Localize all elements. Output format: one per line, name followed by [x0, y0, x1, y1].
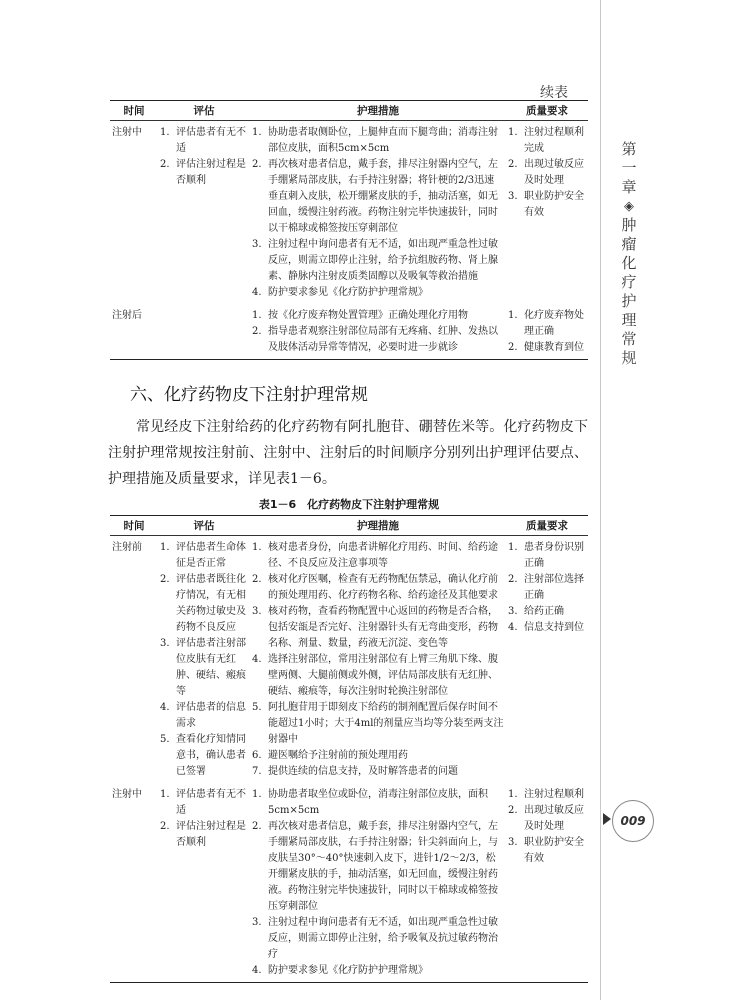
column-header-assessment: 评估: [158, 516, 250, 536]
measures-item: 4. 防护要求参见《化疗防护护理常规》: [252, 965, 428, 976]
column-header-time: 时间: [110, 101, 158, 121]
row-measures: [250, 304, 506, 360]
measures-item: 2. 核对化疗医嘱，检查有无药物配伍禁忌，确认化疗前的预处理用药、化疗药物名称、给药途径及其他要求: [252, 574, 498, 601]
nursing-table-1-6: [110, 515, 588, 983]
continued-label: 续表: [540, 85, 568, 101]
chapter-title-char: 规: [621, 349, 637, 367]
measures-item: 2. 指导患者观察注射部位局部有无疼痛、红肿、发热以及肢体活动异常等情况，必要时进一步就诊: [252, 326, 498, 353]
measures-item: 1. 按《化疗废弃物处置管理》正确处理化疗用物: [252, 310, 468, 321]
measures-item: 2. 再次核对患者信息，戴手套，排尽注射器内空气，左手绷紧局部皮肤，右手持注射器；针尖斜面向上，与皮肤呈30°～40°快速刺入皮下，进针1/2～2/3，松开绷紧皮肤的手，抽动活塞，如无回血，缓慢注射药液。药物注射完毕快速拔针，同时以干棉球或棉签按压穿刺部位: [252, 821, 498, 912]
measures-item: 1. 协助患者取坐位或卧位，消毒注射部位皮肤，面积5cm×5cm: [252, 789, 488, 816]
nursing-table-continued: [110, 100, 588, 360]
assessment-item: 1. 评估患者生命体征是否正常: [160, 542, 246, 569]
column-header-measures: 护理措施: [250, 101, 506, 121]
row-assessment: [158, 121, 250, 305]
intro-paragraph: 常见经皮下注射给药的化疗药物有阿扎胞苷、硼替佐米等。化疗药物皮下注射护理常规按注射前、注射中、注射后的时间顺序分别列出护理评估要点、护理措施及质量要求，详见表1－6。: [108, 419, 588, 487]
quality-item: 3. 职业防护安全有效: [508, 191, 584, 218]
column-header-quality: 质量要求: [506, 101, 588, 121]
table-row: [110, 783, 588, 983]
row-assessment: [158, 783, 250, 983]
row-quality: [506, 536, 588, 784]
assessment-item: 5. 查看化疗知情同意书，确认患者已签署: [160, 734, 246, 777]
measures-item: 5. 阿扎胞苷用于即刻皮下给药的制剂配置后保存时间不能超过1小时；大于4ml的剂量应当均等分装至两支注射器中: [252, 702, 504, 745]
measures-item: 4. 防护要求参见《化疗防护护理常规》: [252, 287, 428, 298]
measures-item: 7. 提供连续的信息支持，及时解答患者的问题: [252, 766, 458, 777]
table-row: [110, 304, 588, 360]
column-header-assessment: 评估: [158, 101, 250, 121]
measures-item: 4. 选择注射部位，常用注射部位有上臂三角肌下缘、腹壁两侧、大腿前侧或外侧，评估局部皮肤有无红肿、硬结、瘢痕等，每次注射时轮换注射部位: [252, 654, 498, 697]
table-row: [110, 121, 588, 305]
row-time: 注射前: [112, 542, 142, 553]
chapter-title-char: 疗: [621, 273, 637, 291]
row-measures: [250, 783, 506, 983]
row-measures: [250, 121, 506, 305]
quality-item: 1. 化疗废弃物处理正确: [508, 310, 584, 337]
quality-item: 1. 注射过程顺利完成: [508, 127, 584, 154]
quality-item: 1. 注射过程顺利: [508, 789, 584, 800]
chapter-label-char: 章: [621, 178, 637, 196]
measures-item: 6. 避医嘱给予注射前的预处理用药: [252, 750, 408, 761]
row-measures: [250, 536, 506, 784]
assessment-item: 4. 评估患者的信息需求: [160, 702, 246, 729]
chapter-side-tab: [619, 140, 639, 368]
assessment-item: 2. 评估注射过程是否顺利: [160, 821, 246, 848]
chapter-label-char: 第: [621, 140, 637, 158]
column-header-measures: 护理措施: [250, 516, 506, 536]
column-header-quality: 质量要求: [506, 516, 588, 536]
assessment-item: 2. 评估患者既往化疗情况，有无相关药物过敏史及药物不良反应: [160, 574, 246, 633]
row-assessment: [158, 536, 250, 784]
chapter-label-char: 一: [621, 159, 637, 177]
measures-item: 1. 协助患者取侧卧位，上腿伸直而下腿弯曲；消毒注射部位皮肤，面积5cm×5cm: [252, 127, 498, 154]
row-quality: [506, 121, 588, 305]
measures-item: 3. 注射过程中询问患者有无不适，如出现严重急性过敏反应，则需立即停止注射，给予抗组胺药物、肾上腺素、静脉内注射皮质类固醇以及吸氧等救治措施: [252, 239, 498, 282]
page-marker-arrow-icon: [603, 813, 611, 825]
assessment-item: 2. 评估注射过程是否顺利: [160, 159, 246, 186]
chapter-title-char: 化: [621, 254, 637, 272]
quality-item: 2. 出现过敏反应及时处理: [508, 159, 584, 186]
page-number: 009: [612, 800, 654, 842]
row-time: 注射后: [110, 304, 158, 360]
table-caption: 表1－6 化疗药物皮下注射护理常规: [258, 498, 440, 511]
quality-item: 2. 出现过敏反应及时处理: [508, 805, 584, 832]
row-quality: [506, 783, 588, 983]
section-title: 六、化疗药物皮下注射护理常规: [130, 385, 368, 405]
assessment-item: 1. 评估患者有无不适: [160, 127, 246, 154]
assessment-item: 1. 评估患者有无不适: [160, 789, 246, 816]
measures-item: 3. 注射过程中询问患者有无不适，如出现严重急性过敏反应，则需立即停止注射，给予吸氧及抗过敏药物治疗: [252, 917, 498, 960]
chapter-title-char: 护: [621, 292, 637, 310]
quality-item: 2. 注射部位选择正确: [508, 574, 584, 601]
chapter-title-char: 常: [621, 330, 637, 348]
row-time: 注射中: [110, 783, 158, 983]
row-quality: [506, 304, 588, 360]
chapter-title-char: 瘤: [621, 235, 637, 253]
table-row: [110, 536, 588, 784]
quality-item: 3. 给药正确: [508, 606, 564, 617]
column-header-time: 时间: [110, 516, 158, 536]
quality-item: 4. 信息支持到位: [508, 622, 584, 633]
assessment-item: 3. 评估患者注射部位皮肤有无红肿、硬结、瘢痕等: [160, 638, 246, 697]
row-time: 注射中: [112, 127, 142, 138]
quality-item: 2. 健康教育到位: [508, 342, 584, 353]
quality-item: 1. 患者身份识别正确: [508, 542, 584, 569]
margin-divider-line: [600, 0, 601, 1000]
measures-item: 3. 核对药物，查看药物配置中心返回的药物是否合格，包括安瓿是否完好、注射器针头有无弯曲变形，药物名称、剂量、数量，药液无沉淀、变色等: [252, 606, 498, 649]
diamond-divider-icon: ◈: [624, 199, 634, 214]
chapter-title-char: 肿: [621, 216, 637, 234]
measures-item: 1. 核对患者身份，向患者讲解化疗用药、时间、给药途径、不良反应及注意事项等: [252, 542, 498, 569]
row-assessment: [158, 304, 250, 360]
chapter-title-char: 理: [621, 311, 637, 329]
quality-item: 3. 职业防护安全有效: [508, 837, 584, 864]
measures-item: 2. 再次核对患者信息，戴手套，排尽注射器内空气，左手绷紧局部皮肤，右手持注射器；将针梗的2/3迅速垂直刺入皮肤，松开绷紧皮肤的手，抽动活塞，如无回血，缓慢注射药液。药物注射完毕快速拔针，同时以干棉球或棉签按压穿刺部位: [252, 159, 498, 234]
